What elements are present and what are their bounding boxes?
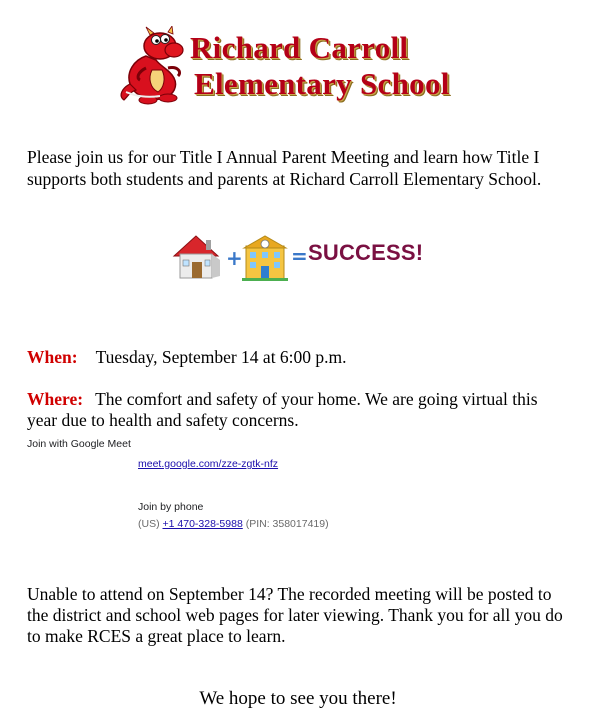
plus-sign: + xyxy=(226,246,243,270)
house-icon xyxy=(170,232,222,282)
hope-line: We hope to see you there! xyxy=(199,688,397,709)
when-line xyxy=(27,347,347,368)
when-label: When: xyxy=(27,347,78,367)
logo-line-2: Elementary School xyxy=(194,66,450,101)
dragon-mascot-icon xyxy=(116,26,196,108)
success-graphic xyxy=(170,228,424,284)
phone-number-link[interactable]: +1 470-328-5988 xyxy=(162,518,243,530)
school-icon xyxy=(242,232,288,282)
phone-pin: (PIN: 358017419) xyxy=(242,518,329,530)
logo-line-1: Richard Carroll xyxy=(190,30,409,65)
closing-paragraph: Unable to attend on September 14? The recorded meeting will be posted to the district and school web pages for later viewing. Thank you for all you do to make RCES a great place to learn. xyxy=(27,584,563,646)
where-value: The comfort and safety of your home. We are going virtual this year due to health and safety concerns. xyxy=(27,389,538,430)
phone-prefix: (US) xyxy=(138,518,163,530)
school-logo xyxy=(116,26,486,108)
equals-sign: = xyxy=(291,244,308,268)
meet-link[interactable]: meet.google.com/zze-zgtk-nfz xyxy=(138,458,279,470)
meet-title: Join with Google Meet xyxy=(27,438,131,450)
where-line xyxy=(27,389,572,431)
when-value: Tuesday, September 14 at 6:00 p.m. xyxy=(95,347,347,367)
phone-line xyxy=(138,518,329,530)
where-label: Where: xyxy=(27,389,84,409)
phone-title: Join by phone xyxy=(138,501,204,513)
intro-paragraph: Please join us for our Title I Annual Parent Meeting and learn how Title I supports both students and parents at Richard Carroll Elementary School. xyxy=(27,147,542,189)
success-word: SUCCESS! xyxy=(308,240,424,265)
